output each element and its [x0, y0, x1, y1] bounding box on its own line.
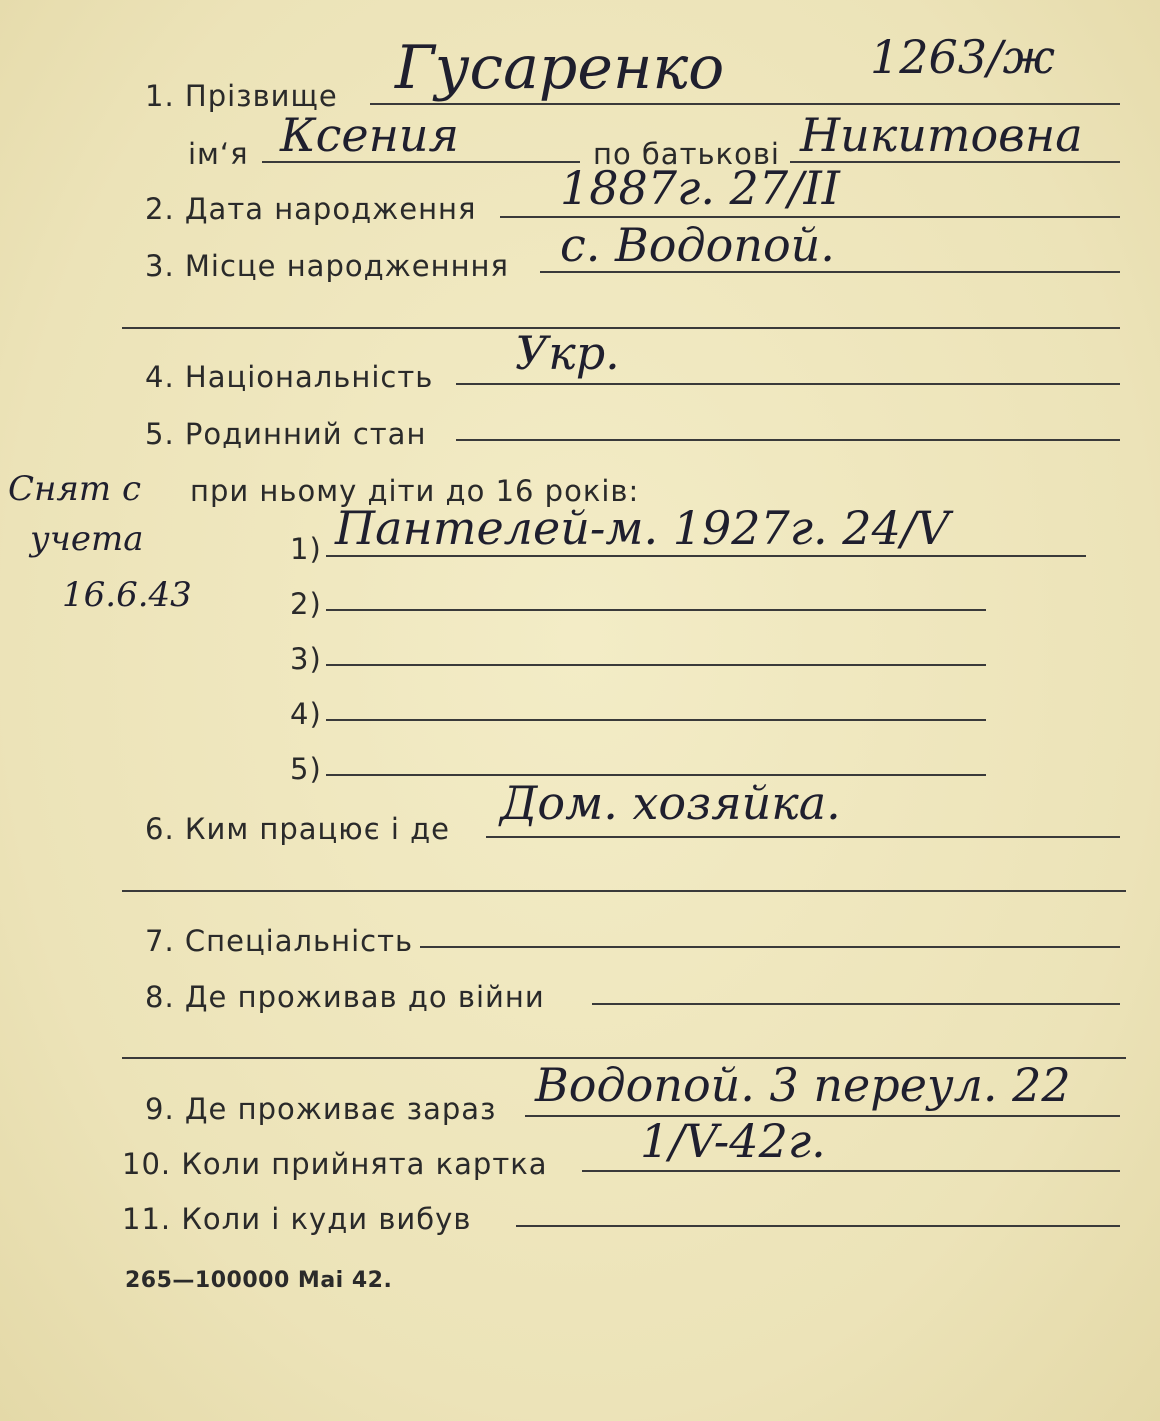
entry-current-address: Водопой. 3 переул. 22: [535, 1058, 1071, 1112]
line-card-accepted: [582, 1170, 1120, 1172]
line-prewar-address: [592, 1003, 1120, 1005]
entry-record-number: 1263/ж: [870, 30, 1055, 84]
entry-card-accepted: 1/V-42г.: [640, 1114, 826, 1168]
line-birth-place-extra: [122, 327, 1120, 329]
label-patronymic: по батькові: [593, 137, 780, 171]
line-departure: [516, 1225, 1120, 1227]
label-nationality: 4. Національність: [145, 360, 434, 394]
entry-surname: Гусаренко: [395, 33, 725, 103]
line-occupation: [486, 836, 1120, 838]
label-marital-status: 5. Родинний стан: [145, 417, 427, 451]
entry-first-name: Ксения: [280, 108, 459, 162]
label-child-3: 3): [290, 642, 322, 676]
label-child-1: 1): [290, 532, 322, 566]
line-nationality: [456, 383, 1120, 385]
entry-child-1: Пантелей-м. 1927г. 24/V: [335, 501, 950, 555]
line-child-4: [326, 719, 986, 721]
label-first-name: ім‘я: [188, 137, 249, 171]
label-birth-place: 3. Місце народженння: [145, 249, 509, 283]
note-removed-date: 16.6.43: [62, 575, 192, 615]
entry-birth-place: с. Водопой.: [560, 218, 835, 272]
label-occupation: 6. Ким працює і де: [145, 812, 451, 846]
line-child-1: [326, 555, 1086, 557]
label-surname: 1. Прізвище: [145, 79, 338, 113]
label-current-address: 9. Де проживає зараз: [145, 1092, 497, 1126]
line-child-2: [326, 609, 986, 611]
label-birth-date: 2. Дата народження: [145, 192, 477, 226]
note-removed-line2: учета: [30, 519, 144, 559]
line-marital-status: [456, 439, 1120, 441]
label-child-2: 2): [290, 587, 322, 621]
entry-nationality: Укр.: [515, 326, 620, 380]
print-code: 265—100000 Mai 42.: [125, 1268, 393, 1293]
label-child-5: 5): [290, 752, 322, 786]
entry-occupation: Дом. хозяйка.: [500, 776, 841, 830]
line-surname: [370, 103, 1120, 105]
label-specialty: 7. Спеціальність: [145, 924, 414, 958]
label-prewar-address: 8. Де проживав до війни: [145, 980, 545, 1014]
note-removed-line1: Снят с: [8, 469, 142, 509]
line-child-3: [326, 664, 986, 666]
label-child-4: 4): [290, 697, 322, 731]
line-occupation-extra: [122, 890, 1126, 892]
label-card-accepted: 10. Коли прийнята картка: [122, 1147, 548, 1181]
line-specialty: [420, 946, 1120, 948]
label-departure: 11. Коли і куди вибув: [122, 1202, 472, 1236]
label-children: при ньому діти до 16 років:: [190, 474, 640, 508]
entry-patronymic: Никитовна: [800, 108, 1083, 162]
entry-birth-date: 1887г. 27/II: [560, 161, 840, 215]
